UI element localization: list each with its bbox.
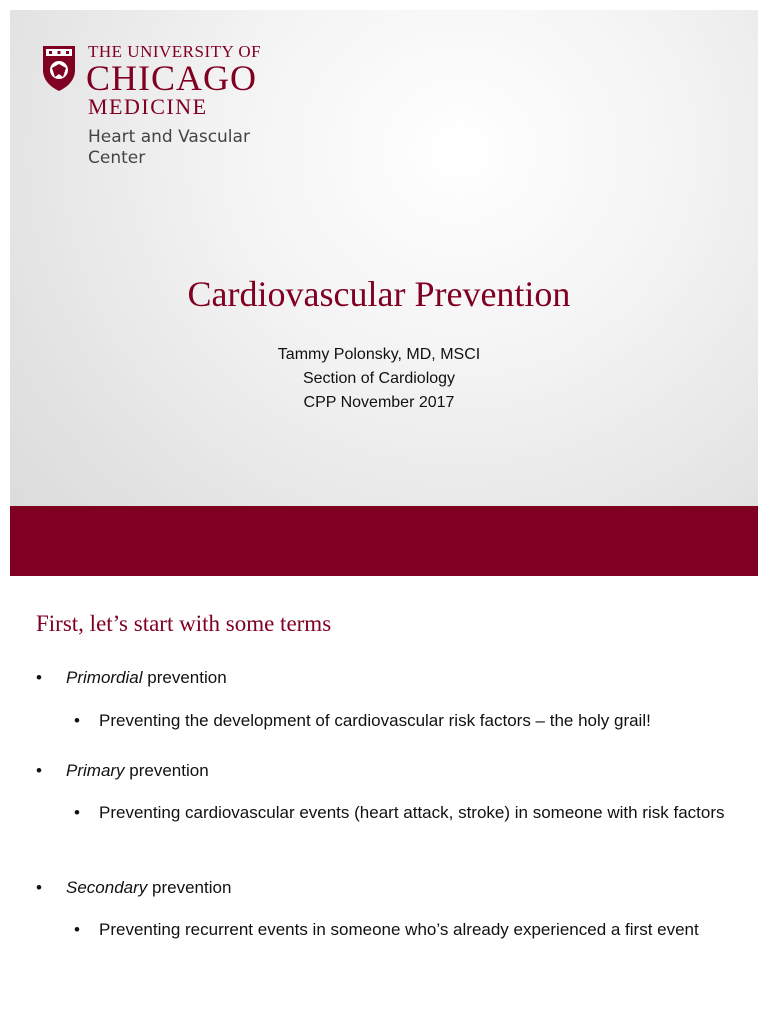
university-crest-icon: [41, 44, 77, 92]
bullet-icon: •: [74, 803, 80, 822]
term: Secondary: [66, 878, 148, 897]
logo-medicine: MEDICINE: [88, 94, 208, 119]
logo-subtitle-line2: Center: [88, 148, 146, 168]
logo-subtitle: [88, 127, 250, 169]
term: Primordial: [66, 668, 143, 687]
title-slide: [10, 10, 758, 576]
presenter-name: Tammy Polonsky, MD, MSCI: [277, 346, 481, 363]
brand-color-band: [10, 506, 758, 576]
bullet-icon: •: [36, 668, 42, 687]
term-rest: prevention: [142, 668, 227, 687]
term: Primary: [66, 761, 125, 780]
slide-heading: First, let’s start with some terms: [36, 611, 332, 636]
bullet-icon: •: [36, 761, 42, 780]
term-rest: prevention: [124, 761, 209, 780]
definition: Preventing cardiovascular events (heart attack, stroke) in someone with risk factors: [99, 803, 725, 822]
definition: Preventing the development of cardiovascular risk factors – the holy grail!: [99, 711, 651, 730]
logo-chicago: CHICAGO: [86, 58, 258, 98]
bullet-icon: •: [74, 711, 80, 730]
presenter-section: Section of Cardiology: [302, 370, 456, 387]
logo-subtitle-line1: Heart and Vascular: [88, 127, 250, 147]
bullet-icon: •: [74, 920, 80, 939]
slide-title: Cardiovascular Prevention: [187, 274, 571, 314]
definition: Preventing recurrent events in someone who’s already experienced a first event: [99, 920, 699, 939]
presenter-info: [10, 343, 748, 415]
logo-university-of: THE UNIVERSITY OF: [88, 42, 262, 61]
term-rest: prevention: [147, 878, 232, 897]
presentation-event: CPP November 2017: [303, 394, 455, 411]
bullet-icon: •: [36, 878, 42, 897]
